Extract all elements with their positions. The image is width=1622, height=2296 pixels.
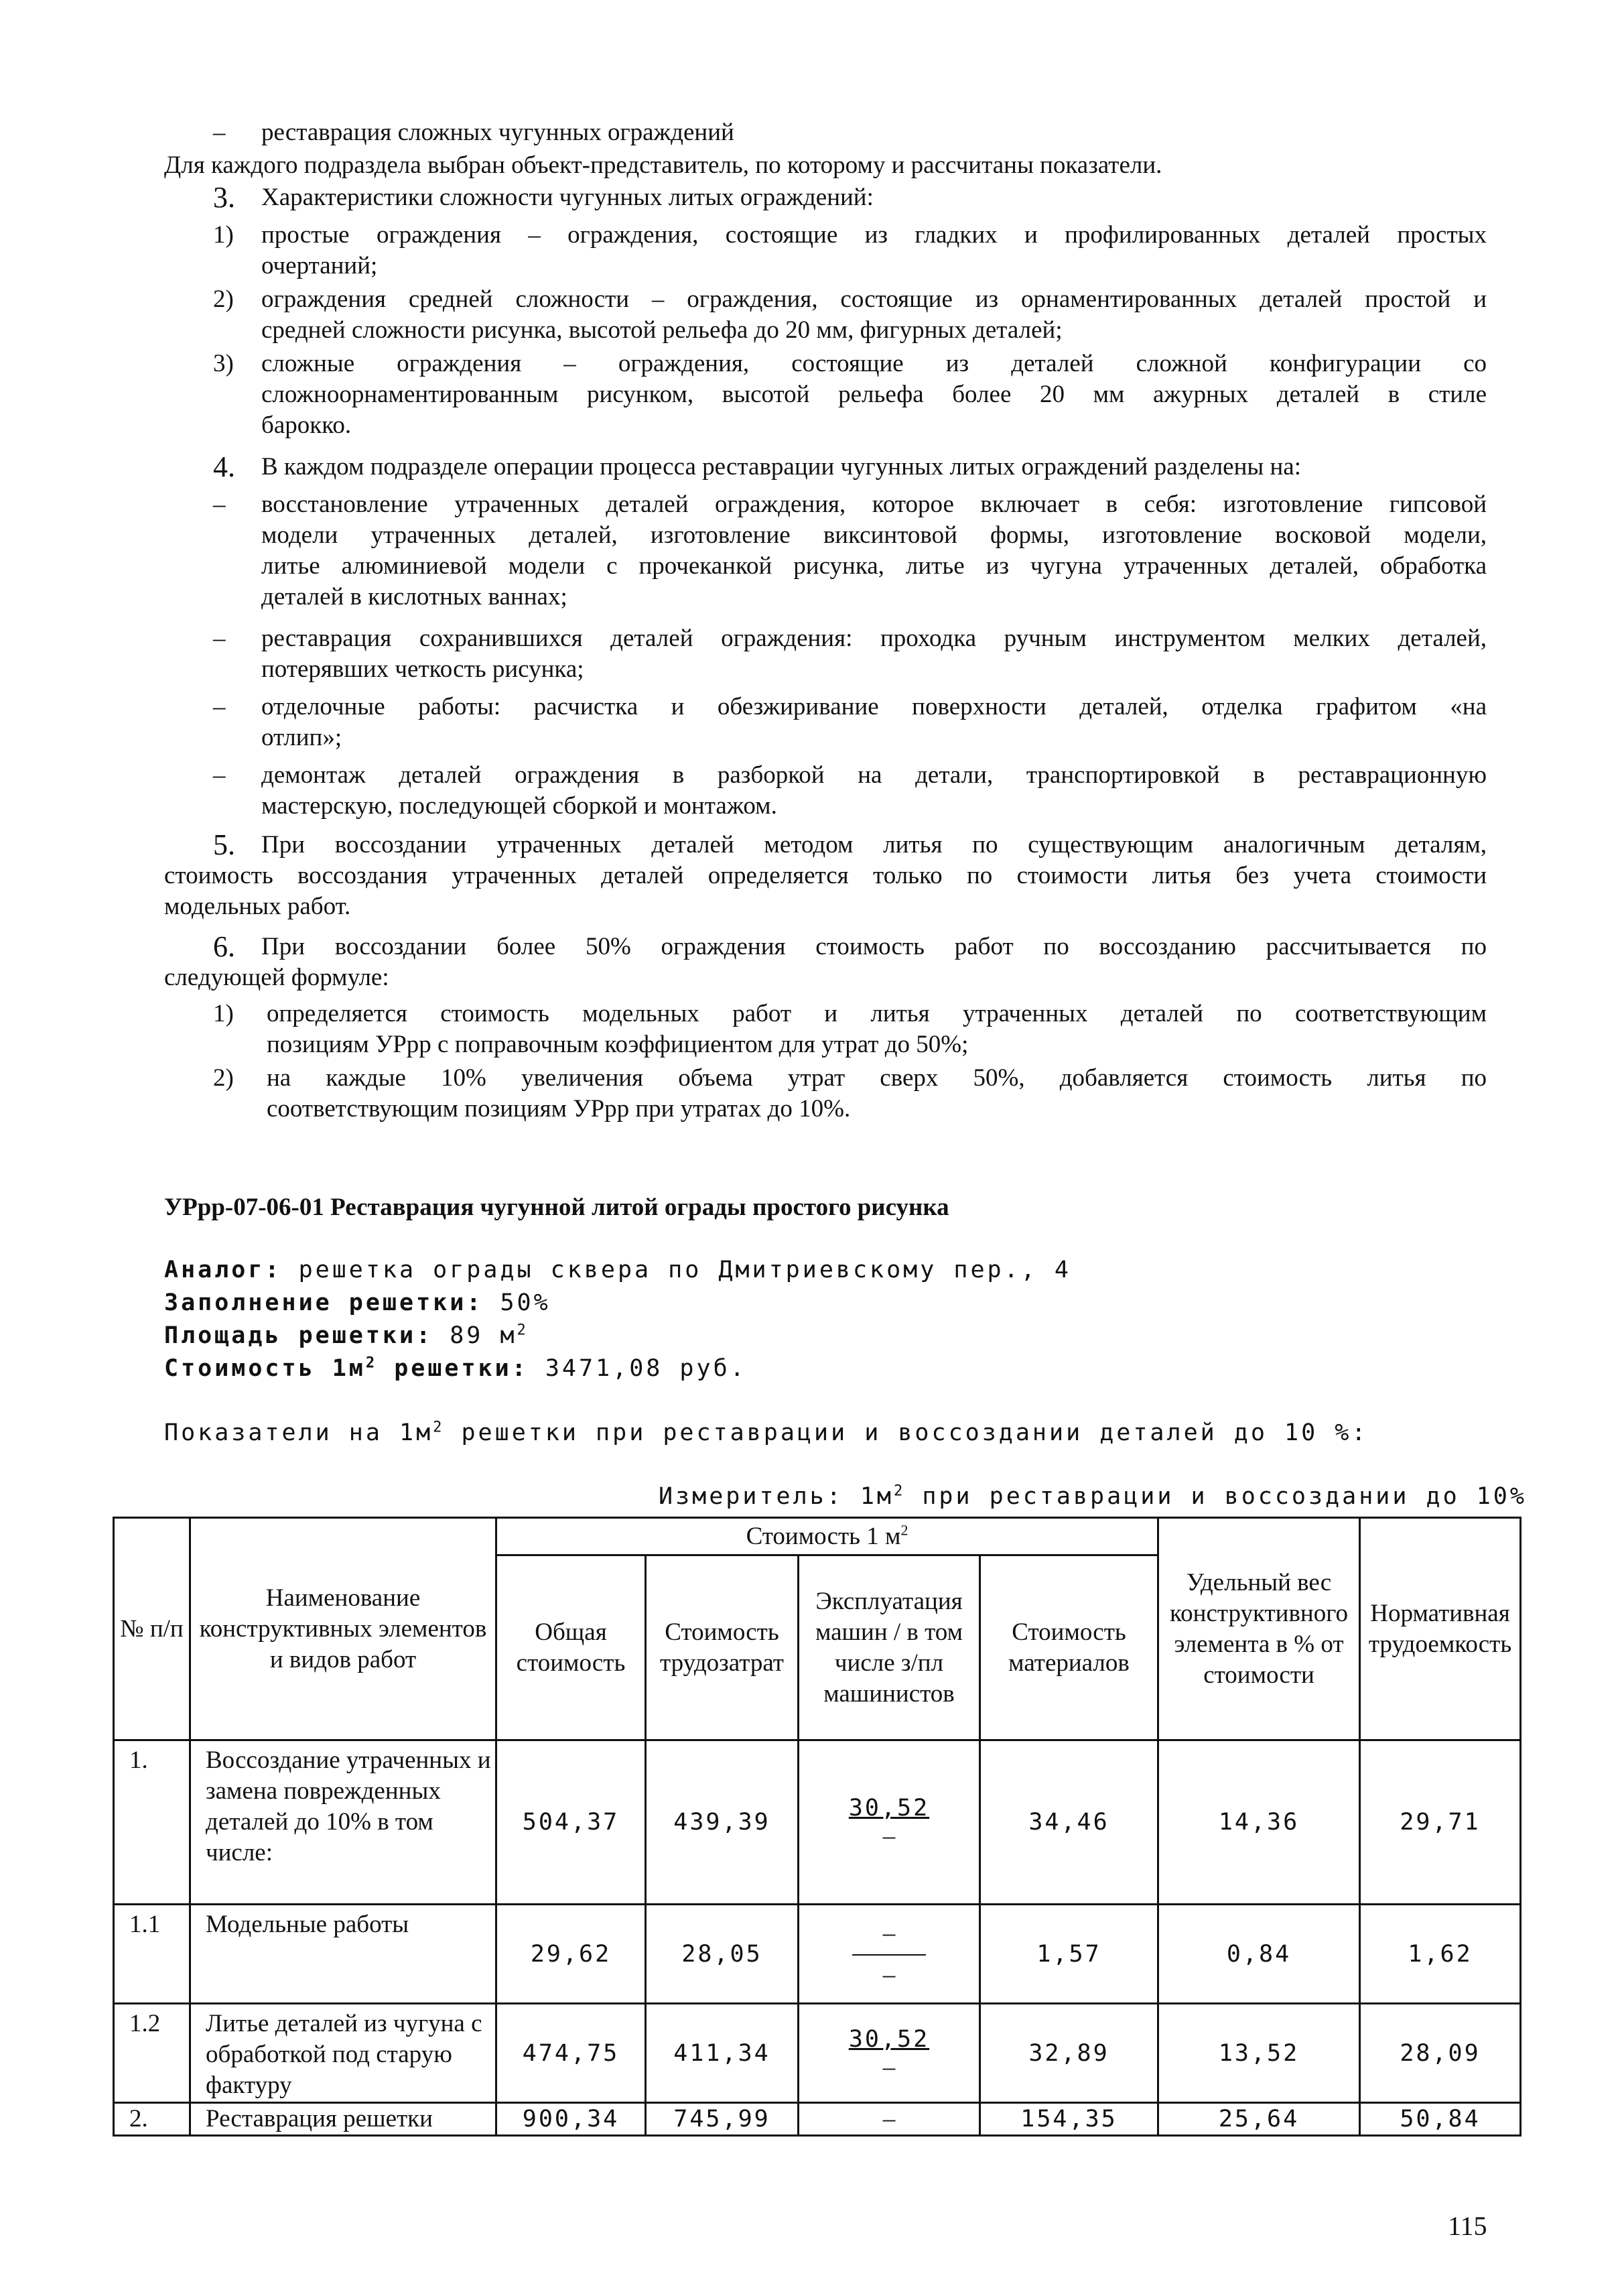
row-labor: 28,05 bbox=[646, 1905, 799, 2004]
fraction-line bbox=[852, 1954, 926, 1956]
row-name: Модельные работы bbox=[190, 1905, 496, 2004]
cost-value: 3471,08 руб. bbox=[545, 1355, 747, 1382]
cost-table bbox=[113, 1517, 1522, 2136]
dash-bullet: – bbox=[213, 693, 226, 720]
header-materials: Стоимость материалов bbox=[980, 1555, 1158, 1740]
item-text: сложноорнаментированным рисунком, высотой рельефа более 20 мм ажурных деталей в стиле bbox=[261, 381, 1487, 408]
section-4-title: В каждом подразделе операции процесса реставрации чугунных литых ограждений разделены на: bbox=[261, 453, 1302, 481]
section-6-text: следующей формуле: bbox=[164, 964, 389, 991]
section-5-text: стоимость воссоздания утраченных деталей определяется только по стоимости литья без учета стоимости bbox=[164, 862, 1487, 889]
row-name: Воссоздание утраченных и замена поврежденных деталей до 10% в том числе: bbox=[190, 1740, 496, 1905]
bullet-top-text: реставрация сложных чугунных ограждений bbox=[261, 119, 734, 146]
item-text: простые ограждения – ограждения, состоящие из гладких и профилированных деталей простых bbox=[261, 221, 1487, 249]
header-norm: Нормативная трудоемкость bbox=[1360, 1518, 1521, 1740]
row-materials: 1,57 bbox=[980, 1905, 1158, 2004]
measure-line: Измеритель: $1м^2$ при реставрации и воссоздании до 10% bbox=[659, 1482, 1527, 1510]
row-labor: 439,39 bbox=[646, 1740, 799, 1905]
fill-label: Заполнение решетки: bbox=[164, 1289, 484, 1316]
row-norm: 28,09 bbox=[1360, 2004, 1521, 2103]
row-norm: 29,71 bbox=[1360, 1740, 1521, 1905]
bullet-text: литье алюминиевой модели с прочеканкой рисунка, литье из чугуна утраченных деталей, обработка bbox=[261, 552, 1487, 580]
row-materials: 154,35 bbox=[980, 2103, 1158, 2136]
superscript: 2 bbox=[517, 1322, 529, 1339]
item-text: соответствующим позициям УРрр при утратах до 10%. bbox=[267, 1095, 851, 1123]
row-norm: 1,62 bbox=[1360, 1905, 1521, 2004]
table-header-row bbox=[114, 1518, 1521, 1555]
dash-bullet: – bbox=[213, 625, 226, 652]
row-labor: 411,34 bbox=[646, 2004, 799, 2103]
row-name: Реставрация решетки bbox=[190, 2103, 496, 2136]
row-name: Литье деталей из чугуна с обработкой под старую фактуру bbox=[190, 2004, 496, 2103]
machines-value: 30,52 bbox=[848, 2025, 930, 2053]
row-share: 0,84 bbox=[1158, 1905, 1360, 2004]
dash-bullet: – bbox=[213, 119, 226, 146]
item-number: 2) bbox=[213, 285, 234, 313]
section-3-title: Характеристики сложности чугунных литых ограждений: bbox=[261, 184, 874, 211]
area-value: 89 м bbox=[450, 1322, 517, 1349]
bullet-text: восстановление утраченных деталей ограждения, которое включает в себя: изготовление гипсовой bbox=[261, 491, 1487, 518]
section-4-number: 4. bbox=[213, 450, 235, 483]
row-norm: 50,84 bbox=[1360, 2103, 1521, 2136]
machines-wages: – bbox=[882, 1960, 896, 1988]
row-machines bbox=[799, 1905, 980, 2004]
item-text: на каждые 10% увеличения объема утрат сверх 50%, добавляется стоимость литья по bbox=[267, 1064, 1487, 1092]
superscript: 2 bbox=[365, 1354, 378, 1372]
header-share: Удельный вес конструктивного элемента в % от стоимости bbox=[1158, 1518, 1360, 1740]
table-row bbox=[114, 1905, 1521, 2004]
cost-label: Стоимость $1м^2$ решетки: bbox=[164, 1354, 529, 1382]
table-row bbox=[114, 2103, 1521, 2136]
section-3-number: 3. bbox=[213, 181, 235, 214]
bullet-text: демонтаж деталей ограждения в разборкой на детали, транспортировкой в реставрационную bbox=[261, 761, 1487, 789]
row-labor: 745,99 bbox=[646, 2103, 799, 2136]
section-heading: УРрр-07-06-01 Реставрация чугунной литой ограды простого рисунка bbox=[164, 1194, 949, 1221]
page-number: 115 bbox=[1448, 2211, 1487, 2241]
indicators-line: Показатели на $1м^2$ решетки при реставрации и воссоздании деталей до 10 %: bbox=[164, 1419, 1369, 1446]
item-text: очертаний; bbox=[261, 252, 378, 279]
machines-value: 30,52 bbox=[848, 1795, 930, 1822]
header-cost-group: Стоимость 1 $м^2$ bbox=[496, 1518, 1158, 1555]
intro-paragraph: Для каждого подраздела выбран объект-представитель, по которому и рассчитаны показатели. bbox=[164, 151, 1162, 179]
row-num: 1.2 bbox=[114, 2004, 190, 2103]
row-total: 474,75 bbox=[496, 2004, 646, 2103]
analog-line bbox=[164, 1257, 1071, 1283]
area-label: Площадь решетки: bbox=[164, 1322, 433, 1349]
bullet-text: отлип»; bbox=[261, 724, 342, 751]
row-machines bbox=[799, 2004, 980, 2103]
bullet-text: отделочные работы: расчистка и обезжиривание поверхности деталей, отделка графитом «на bbox=[261, 693, 1487, 720]
row-num: 2. bbox=[114, 2103, 190, 2136]
header-machines: Эксплуатация машин / в том числе з/пл машинистов bbox=[799, 1555, 980, 1740]
machines-wages: – bbox=[882, 2053, 896, 2081]
item-text: ограждения средней сложности – ограждения, состоящие из орнаментированных деталей простой и bbox=[261, 285, 1487, 313]
section-5-number: 5. bbox=[213, 828, 235, 861]
machines-wages: – bbox=[882, 1822, 896, 1850]
analog-label: Аналог: bbox=[164, 1257, 282, 1283]
bullet-text: мастерскую, последующей сборкой и монтажом. bbox=[261, 792, 777, 820]
row-num: 1. bbox=[114, 1740, 190, 1905]
fill-value: 50% bbox=[500, 1289, 551, 1316]
header-total: Общая стоимость bbox=[496, 1555, 646, 1740]
bullet-text: деталей в кислотных ваннах; bbox=[261, 583, 567, 611]
row-machines: – bbox=[799, 2103, 980, 2136]
section-6-text: При воссоздании более 50% ограждения стоимость работ по воссозданию рассчитывается по bbox=[261, 933, 1487, 960]
row-num: 1.1 bbox=[114, 1905, 190, 2004]
row-materials: 34,46 bbox=[980, 1740, 1158, 1905]
section-5-text: При воссоздании утраченных деталей методом литья по существующим аналогичным деталям, bbox=[261, 831, 1487, 858]
cost-line bbox=[164, 1355, 747, 1382]
row-total: 504,37 bbox=[496, 1740, 646, 1905]
table-row bbox=[114, 1740, 1521, 1905]
bullet-text: модели утраченных деталей, изготовление виксинтовой формы, изготовление восковой модели, bbox=[261, 521, 1487, 549]
fill-line bbox=[164, 1289, 551, 1316]
row-total: 29,62 bbox=[496, 1905, 646, 2004]
row-share: 25,64 bbox=[1158, 2103, 1360, 2136]
item-text: барокко. bbox=[261, 411, 352, 439]
item-text: определяется стоимость модельных работ и литья утраченных деталей по соответствующим bbox=[267, 1000, 1487, 1027]
machines-value: – bbox=[882, 1919, 896, 1947]
dash-bullet: – bbox=[213, 761, 226, 789]
row-machines bbox=[799, 1740, 980, 1905]
item-text: сложные ограждения – ограждения, состоящие из деталей сложной конфигурации со bbox=[261, 350, 1487, 377]
header-name: Наименование конструктивных элементов и видов работ bbox=[190, 1518, 496, 1740]
row-share: 14,36 bbox=[1158, 1740, 1360, 1905]
section-6-number: 6. bbox=[213, 930, 235, 963]
row-materials: 32,89 bbox=[980, 2004, 1158, 2103]
bullet-text: реставрация сохранившихся деталей ограждения: проходка ручным инструментом мелких деталей, bbox=[261, 625, 1487, 652]
superscript: 2 bbox=[433, 1419, 445, 1436]
dash-bullet: – bbox=[213, 491, 226, 518]
item-number: 3) bbox=[213, 350, 234, 377]
superscript: 2 bbox=[894, 1482, 906, 1500]
header-num: № п/п bbox=[114, 1518, 190, 1740]
row-share: 13,52 bbox=[1158, 2004, 1360, 2103]
section-5-text: модельных работ. bbox=[164, 893, 351, 920]
bullet-text: потерявших четкость рисунка; bbox=[261, 655, 584, 683]
superscript: 2 bbox=[900, 1521, 908, 1539]
analog-value: решетка ограды сквера по Дмитриевскому пер., 4 bbox=[298, 1257, 1071, 1283]
item-number: 2) bbox=[213, 1064, 234, 1092]
area-line bbox=[164, 1322, 529, 1349]
item-number: 1) bbox=[213, 1000, 234, 1027]
item-text: средней сложности рисунка, высотой рельефа до 20 мм, фигурных деталей; bbox=[261, 316, 1063, 344]
table-row bbox=[114, 2004, 1521, 2103]
header-labor: Стоимость трудозатрат bbox=[646, 1555, 799, 1740]
item-number: 1) bbox=[213, 221, 234, 249]
item-text: позициям УРрр с поправочным коэффициентом для утрат до 50%; bbox=[267, 1031, 969, 1058]
row-total: 900,34 bbox=[496, 2103, 646, 2136]
